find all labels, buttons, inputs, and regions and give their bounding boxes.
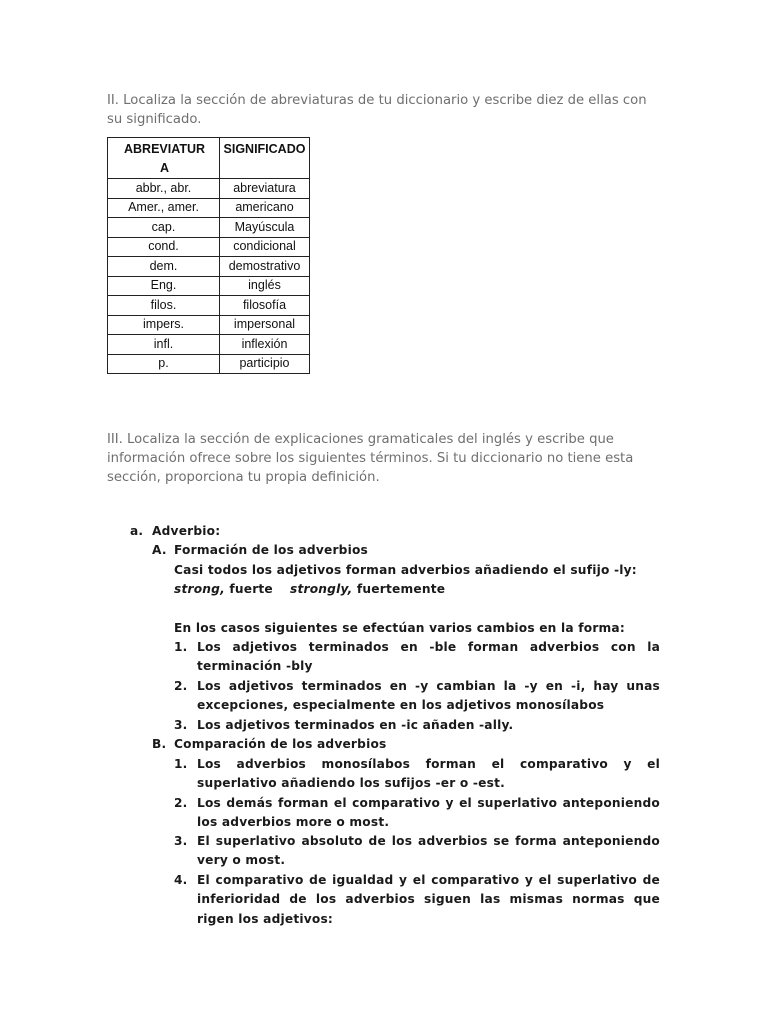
meaning-cell: abreviatura <box>220 179 310 199</box>
meaning-cell: inglés <box>220 276 310 296</box>
list-item-line: very o most. <box>197 853 286 867</box>
table-row <box>108 179 310 199</box>
list-item-line: El superlativo absoluto de los adverbios se forma anteponiendo <box>197 834 660 848</box>
paragraph-line: Casi todos los adjetivos forman adverbios añadiendo el sufijo -ly: <box>174 563 637 577</box>
meaning-cell: americano <box>220 198 310 218</box>
table-row <box>108 257 310 277</box>
abbreviation-cell: abbr., abr. <box>108 179 220 199</box>
list-marker: 1. <box>174 640 188 654</box>
list-marker: 2. <box>174 679 188 693</box>
abbreviation-cell: cap. <box>108 218 220 238</box>
list-item-line: inferioridad de los adverbios siguen las mismas normas que <box>197 892 660 906</box>
list-marker: 4. <box>174 873 188 887</box>
header-abreviatura: ABREVIATUR A <box>108 138 220 179</box>
meaning-cell: Mayúscula <box>220 218 310 238</box>
section-2-line: II. Localiza la sección de abreviaturas de tu diccionario y escribe diez de ellas con <box>107 93 647 108</box>
meaning-cell: demostrativo <box>220 257 310 277</box>
example-english: strongly, <box>290 582 353 596</box>
section-3-line: III. Localiza la sección de explicaciones gramaticales del inglés y escribe que <box>107 432 614 447</box>
list-item-line: Los adjetivos terminados en -y cambian la -y en -i, hay unas <box>197 679 660 693</box>
table-row <box>108 315 310 335</box>
meaning-cell: impersonal <box>220 315 310 335</box>
outline-heading-adverbio: Adverbio: <box>152 524 221 538</box>
section-2-line: su significado. <box>107 112 202 127</box>
list-marker: 1. <box>174 757 188 771</box>
list-marker: B. <box>152 737 167 751</box>
abbreviation-cell: impers. <box>108 315 220 335</box>
table-header-row <box>108 138 310 179</box>
meaning-cell: condicional <box>220 237 310 257</box>
example-line <box>174 580 273 599</box>
section-3-line: información ofrece sobre los siguientes términos. Si tu diccionario no tiene esta <box>107 451 634 466</box>
example-spanish: fuerte <box>224 582 273 596</box>
meaning-cell: inflexión <box>220 335 310 355</box>
abbreviation-cell: cond. <box>108 237 220 257</box>
subheading-formacion: Formación de los adverbios <box>174 543 369 557</box>
list-item-line: superlativo añadiendo los sufijos -er o -est. <box>197 776 505 790</box>
abbreviation-cell: infl. <box>108 335 220 355</box>
example-line <box>290 580 445 599</box>
table-row <box>108 276 310 296</box>
table-row <box>108 354 310 374</box>
list-item-line: Los demás forman el comparativo y el superlativo anteponiendo <box>197 796 660 810</box>
example-english: strong, <box>174 582 225 596</box>
abbreviations-table <box>107 137 310 374</box>
list-item-line: El comparativo de igualdad y el comparativo y el superlativo de <box>197 873 660 887</box>
section-2-instructions <box>107 91 667 129</box>
table-row <box>108 218 310 238</box>
table-row <box>108 198 310 218</box>
list-marker: 2. <box>174 796 188 810</box>
list-item-line: Los adjetivos terminados en -ic añaden -ally. <box>197 718 514 732</box>
list-marker: 3. <box>174 834 188 848</box>
table-row <box>108 237 310 257</box>
abbreviation-cell: Amer., amer. <box>108 198 220 218</box>
abbreviation-cell: p. <box>108 354 220 374</box>
list-item-line: Los adjetivos terminados en -ble forman adverbios con la <box>197 640 660 654</box>
list-item-line: terminación -bly <box>197 659 313 673</box>
example-spanish: fuertemente <box>352 582 446 596</box>
header-significado: SIGNIFICADO <box>220 138 310 179</box>
paragraph-line: En los casos siguientes se efectúan varios cambios en la forma: <box>174 621 625 635</box>
list-marker: a. <box>130 524 144 538</box>
table-row <box>108 296 310 316</box>
table-row <box>108 335 310 355</box>
abbreviation-cell: dem. <box>108 257 220 277</box>
section-3-instructions <box>107 430 667 487</box>
list-marker: 3. <box>174 718 188 732</box>
list-item-line: los adverbios more o most. <box>197 815 390 829</box>
list-item-line: Los adverbios monosílabos forman el comparativo y el <box>197 757 660 771</box>
list-marker: A. <box>152 543 167 557</box>
abbreviation-cell: Eng. <box>108 276 220 296</box>
abbreviation-cell: filos. <box>108 296 220 316</box>
meaning-cell: filosofía <box>220 296 310 316</box>
meaning-cell: participio <box>220 354 310 374</box>
section-3-line: sección, proporciona tu propia definición. <box>107 470 380 485</box>
subheading-comparacion: Comparación de los adverbios <box>174 737 387 751</box>
list-item-line: rigen los adjetivos: <box>197 912 333 926</box>
list-item-line: excepciones, especialmente en los adjetivos monosílabos <box>197 698 605 712</box>
